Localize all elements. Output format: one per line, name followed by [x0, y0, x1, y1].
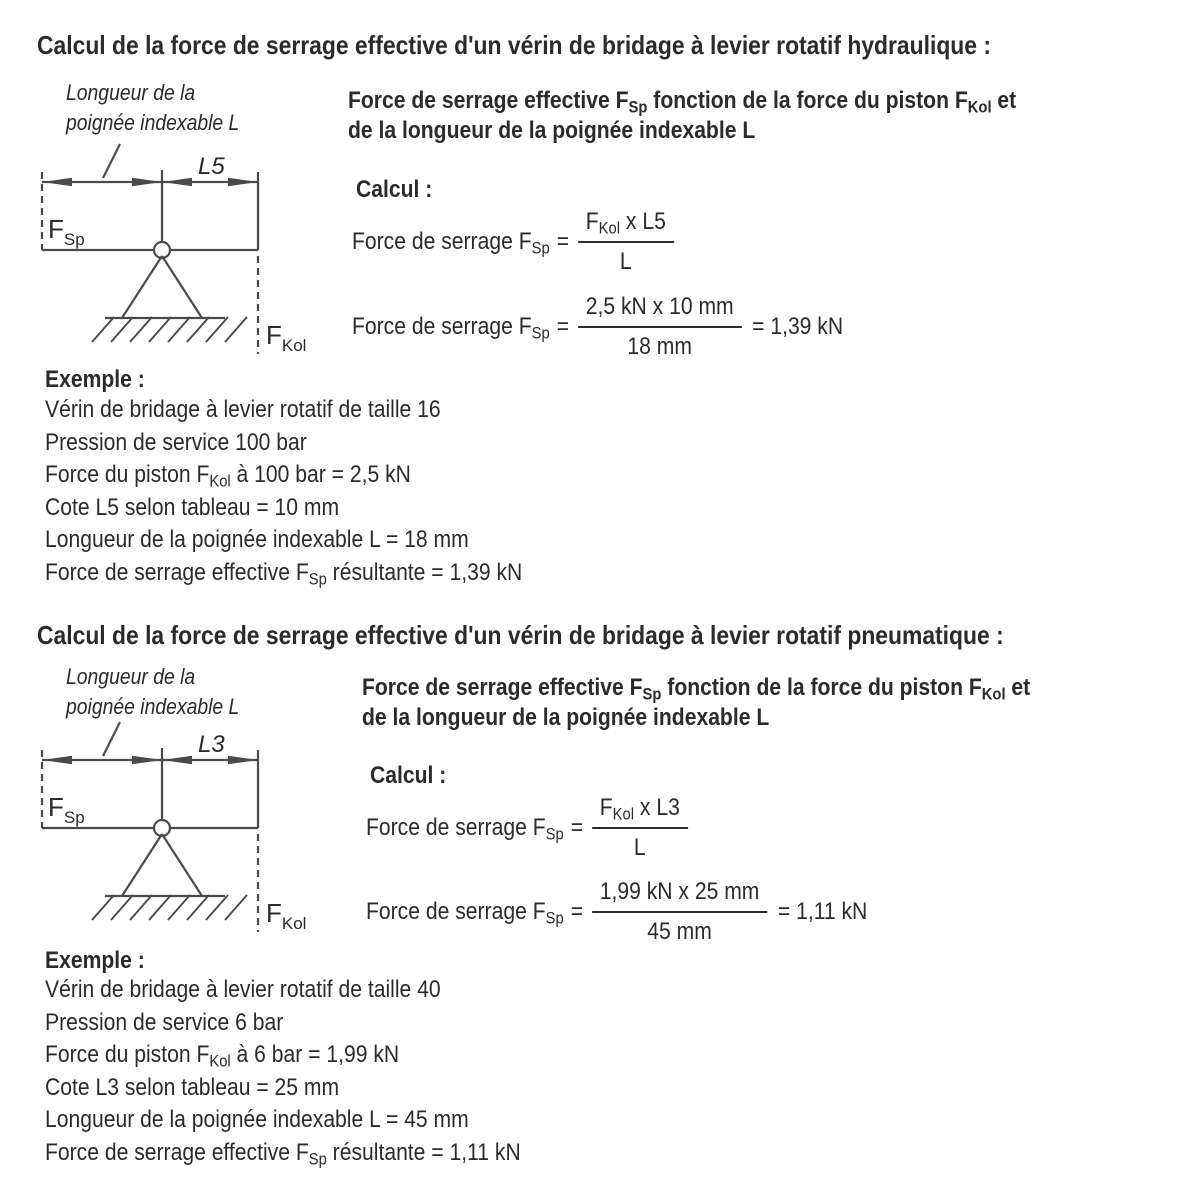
- arrowhead-center-right: [162, 178, 192, 187]
- fraction-numerator: $F_{Kol}$ x L5: [578, 208, 674, 243]
- calcul-label-2: Calcul :: [370, 762, 447, 789]
- formula-symbolic-2: [366, 794, 688, 862]
- pivot-circle: [154, 820, 170, 836]
- handle-label-line-2: poignée indexable L: [66, 694, 240, 719]
- example-line: Force de serrage effective $F_{Sp}$ résultante = 1,39 kN: [45, 558, 523, 589]
- example-line: Cote L5 selon tableau = 10 mm: [45, 493, 340, 521]
- leader-slash: [103, 722, 120, 756]
- piston-force-label: $F_{Kol}$: [266, 898, 307, 933]
- diagram-2-handle-label: [66, 662, 239, 722]
- formula-lead: Force de serrage $F_{Sp}$ =: [366, 898, 584, 928]
- lever-diagram-pneumatic: [30, 716, 340, 946]
- arrowhead-left: [42, 178, 72, 187]
- formula-numeric-2: [366, 878, 867, 946]
- exemple-label-2: Exemple :: [45, 947, 145, 974]
- formula-result: = 1,39 kN: [752, 313, 844, 340]
- fraction: [592, 794, 688, 862]
- fraction-numerator: 2,5 kN x 10 mm: [578, 293, 742, 328]
- fraction: [578, 293, 742, 361]
- arrowhead-center-left: [132, 178, 162, 187]
- example-line: Longueur de la poignée indexable L = 45 mm: [45, 1106, 469, 1133]
- clamp-force-label: $F_{Sp}$: [48, 214, 85, 249]
- diagram-1-handle-label: [66, 78, 239, 138]
- example-line: Cote L3 selon tableau = 25 mm: [45, 1073, 340, 1101]
- pivot-triangle: [122, 834, 202, 896]
- intro-line-2: de la longueur de la poignée indexable L: [362, 704, 770, 731]
- section-1-heading: Calcul de la force de serrage effective d'un vérin de bridage à levier rotatif hydraulique :: [37, 30, 991, 60]
- example-line: Force du piston $F_{Kol}$ à 6 bar = 1,99 kN: [45, 1041, 400, 1071]
- pivot-circle: [154, 242, 170, 258]
- fraction-denominator: L: [633, 834, 646, 861]
- clamp-force-label: $F_{Sp}$: [48, 792, 85, 827]
- arrowhead-center-right: [162, 756, 192, 765]
- arrowhead-left: [42, 756, 72, 765]
- dimension-label: L5: [198, 153, 225, 180]
- intro-line-1: Force de serrage effective $F_{Sp}$ fonction de la force du piston $F_{Kol}$ et: [362, 674, 1031, 704]
- example-line: Force du piston $F_{Kol}$ à 100 bar = 2,5 kN: [45, 461, 411, 491]
- arrowhead-right: [228, 178, 258, 187]
- fraction: [592, 878, 767, 946]
- fraction-numerator: 1,99 kN x 25 mm: [592, 878, 767, 913]
- formula-numeric-1: [352, 293, 843, 361]
- ground-hatching: [92, 895, 247, 920]
- formula-lead: Force de serrage $F_{Sp}$ =: [366, 814, 584, 844]
- calcul-label-1: Calcul :: [356, 176, 433, 203]
- section-1-intro: [348, 86, 1016, 146]
- section-2-intro: [362, 673, 1030, 733]
- formula-lead: Force de serrage $F_{Sp}$ =: [352, 313, 570, 343]
- pivot-triangle: [122, 256, 202, 318]
- arrowhead-right: [228, 756, 258, 765]
- lever-diagram-hydraulic: [30, 138, 340, 368]
- exemple-label-1: Exemple :: [45, 366, 145, 393]
- intro-line-2: de la longueur de la poignée indexable L: [348, 117, 756, 144]
- intro-line-1: Force de serrage effective $F_{Sp}$ fonction de la force du piston $F_{Kol}$ et: [348, 87, 1017, 117]
- piston-force-label: $F_{Kol}$: [266, 320, 307, 355]
- arrowhead-center-left: [132, 756, 162, 765]
- handle-label-line-1: Longueur de la: [66, 80, 196, 105]
- example-line: Force de serrage effective $F_{Sp}$ résultante = 1,11 kN: [45, 1138, 521, 1169]
- leader-slash: [103, 144, 120, 178]
- formula-lead: Force de serrage $F_{Sp}$ =: [352, 228, 570, 258]
- dimension-label: L3: [198, 731, 225, 758]
- fraction-numerator: $F_{Kol}$ x L3: [592, 794, 688, 829]
- formula-result: = 1,11 kN: [777, 898, 868, 925]
- example-line: Pression de service 6 bar: [45, 1008, 284, 1036]
- handle-label-line-2: poignée indexable L: [66, 110, 240, 135]
- fraction-denominator: 18 mm: [627, 333, 692, 360]
- fraction: [578, 208, 674, 276]
- example-2-lines: [45, 974, 521, 1169]
- example-line: Pression de service 100 bar: [45, 428, 307, 456]
- fraction-denominator: L: [619, 248, 632, 275]
- example-line: Longueur de la poignée indexable L = 18 mm: [45, 526, 469, 553]
- section-2-heading: Calcul de la force de serrage effective d'un vérin de bridage à levier rotatif pneumatique :: [37, 620, 1004, 650]
- formula-symbolic-1: [352, 208, 674, 276]
- fraction-denominator: 45 mm: [647, 918, 712, 945]
- example-line: Vérin de bridage à levier rotatif de taille 40: [45, 976, 441, 1003]
- handle-label-line-1: Longueur de la: [66, 664, 196, 689]
- ground-hatching: [92, 317, 247, 342]
- example-line: Vérin de bridage à levier rotatif de taille 16: [45, 396, 441, 423]
- example-1-lines: [45, 394, 522, 589]
